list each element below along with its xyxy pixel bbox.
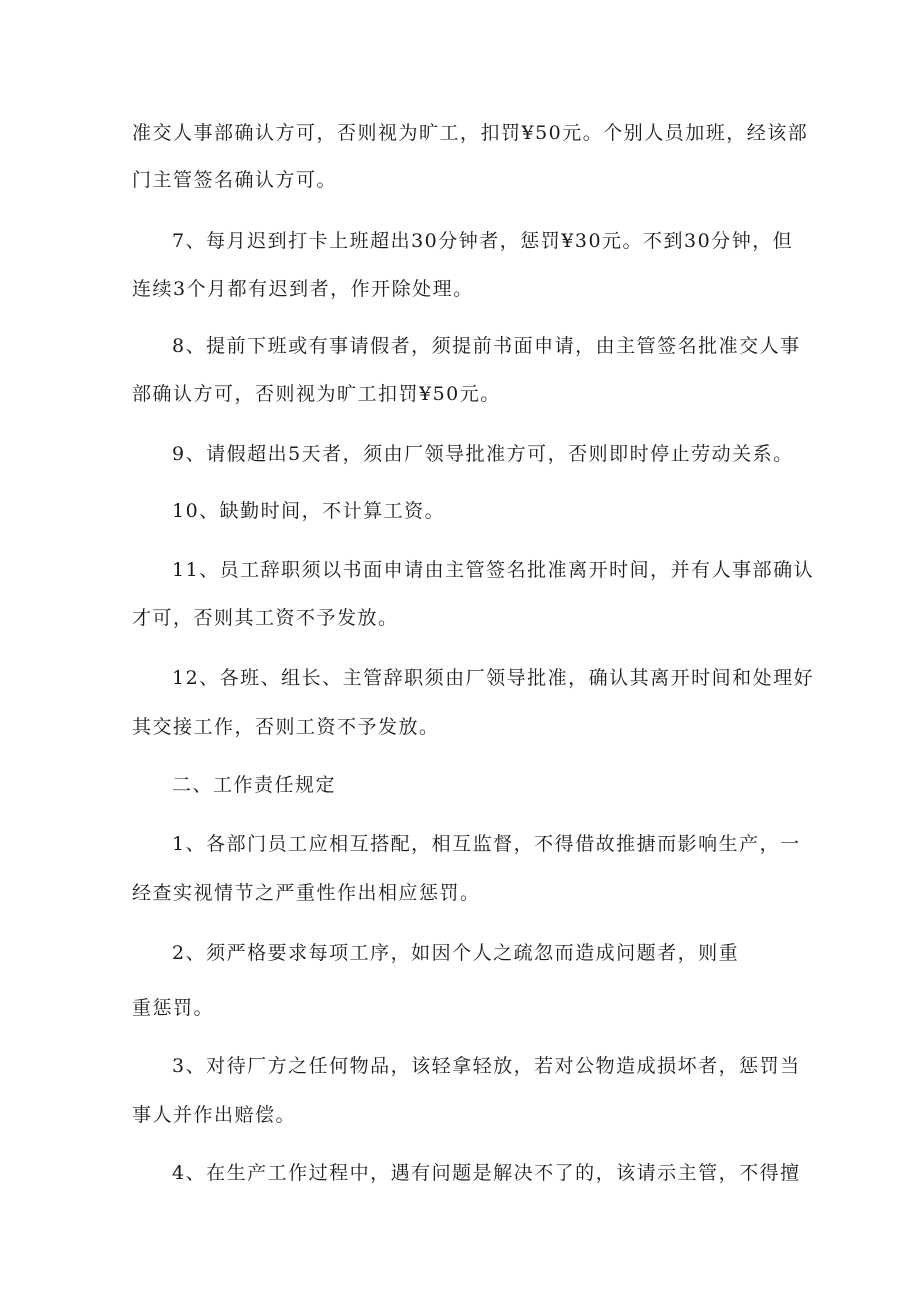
text-line: 2、须严格要求每项工序，如因个人之疏忽而造成问题者，则重: [172, 942, 740, 964]
text-line: 其交接工作，否则工资不予发放。: [132, 716, 440, 738]
text-line: 才可，否则其工资不予发放。: [132, 607, 399, 629]
text-line: 12、各班、组长、主管辞职须由厂领导批准，确认其离开时间和处理好: [172, 667, 815, 689]
text-line: 3、对待厂方之任何物品，该轻拿轻放，若对公物造成损坏者，惩罚当: [172, 1055, 801, 1077]
text-line: 经查实视情节之严重性作出相应惩罚。: [132, 882, 481, 904]
text-line: 8、提前下班或有事请假者，须提前书面申请，由主管签名批准交人事: [172, 335, 801, 357]
text-line: 9、请假超出5天者，须由厂领导批准方可，否则即时停止劳动关系。: [172, 443, 794, 465]
text-line: 10、缺勤时间，不计算工资。: [172, 500, 446, 522]
text-line: 1、各部门员工应相互搭配，相互监督，不得借故推搪而影响生产，一: [172, 833, 801, 855]
text-line: 重惩罚。: [132, 997, 215, 1019]
text-line: 4、在生产工作过程中，遇有问题是解决不了的，该请示主管，不得擅: [172, 1162, 801, 1184]
text-line: 连续3个月都有迟到者，作开除处理。: [132, 278, 474, 300]
text-line: 11、员工辞职须以书面申请由主管签名批准离开时间，并有人事部确认: [172, 559, 815, 581]
section-heading: 二、工作责任规定: [172, 774, 337, 796]
text-line: 部确认方可，否则视为旷工扣罚¥50元。: [132, 383, 501, 405]
text-line: 事人并作出赔偿。: [132, 1104, 297, 1126]
text-line: 门主管签名确认方可。: [132, 169, 338, 191]
text-line: 7、每月迟到打卡上班超出30分钟者，惩罚¥30元。不到30分钟，但: [172, 230, 794, 252]
text-line: 准交人事部确认方可，否则视为旷工，扣罚¥50元。个别人员加班，经该部: [132, 122, 809, 144]
